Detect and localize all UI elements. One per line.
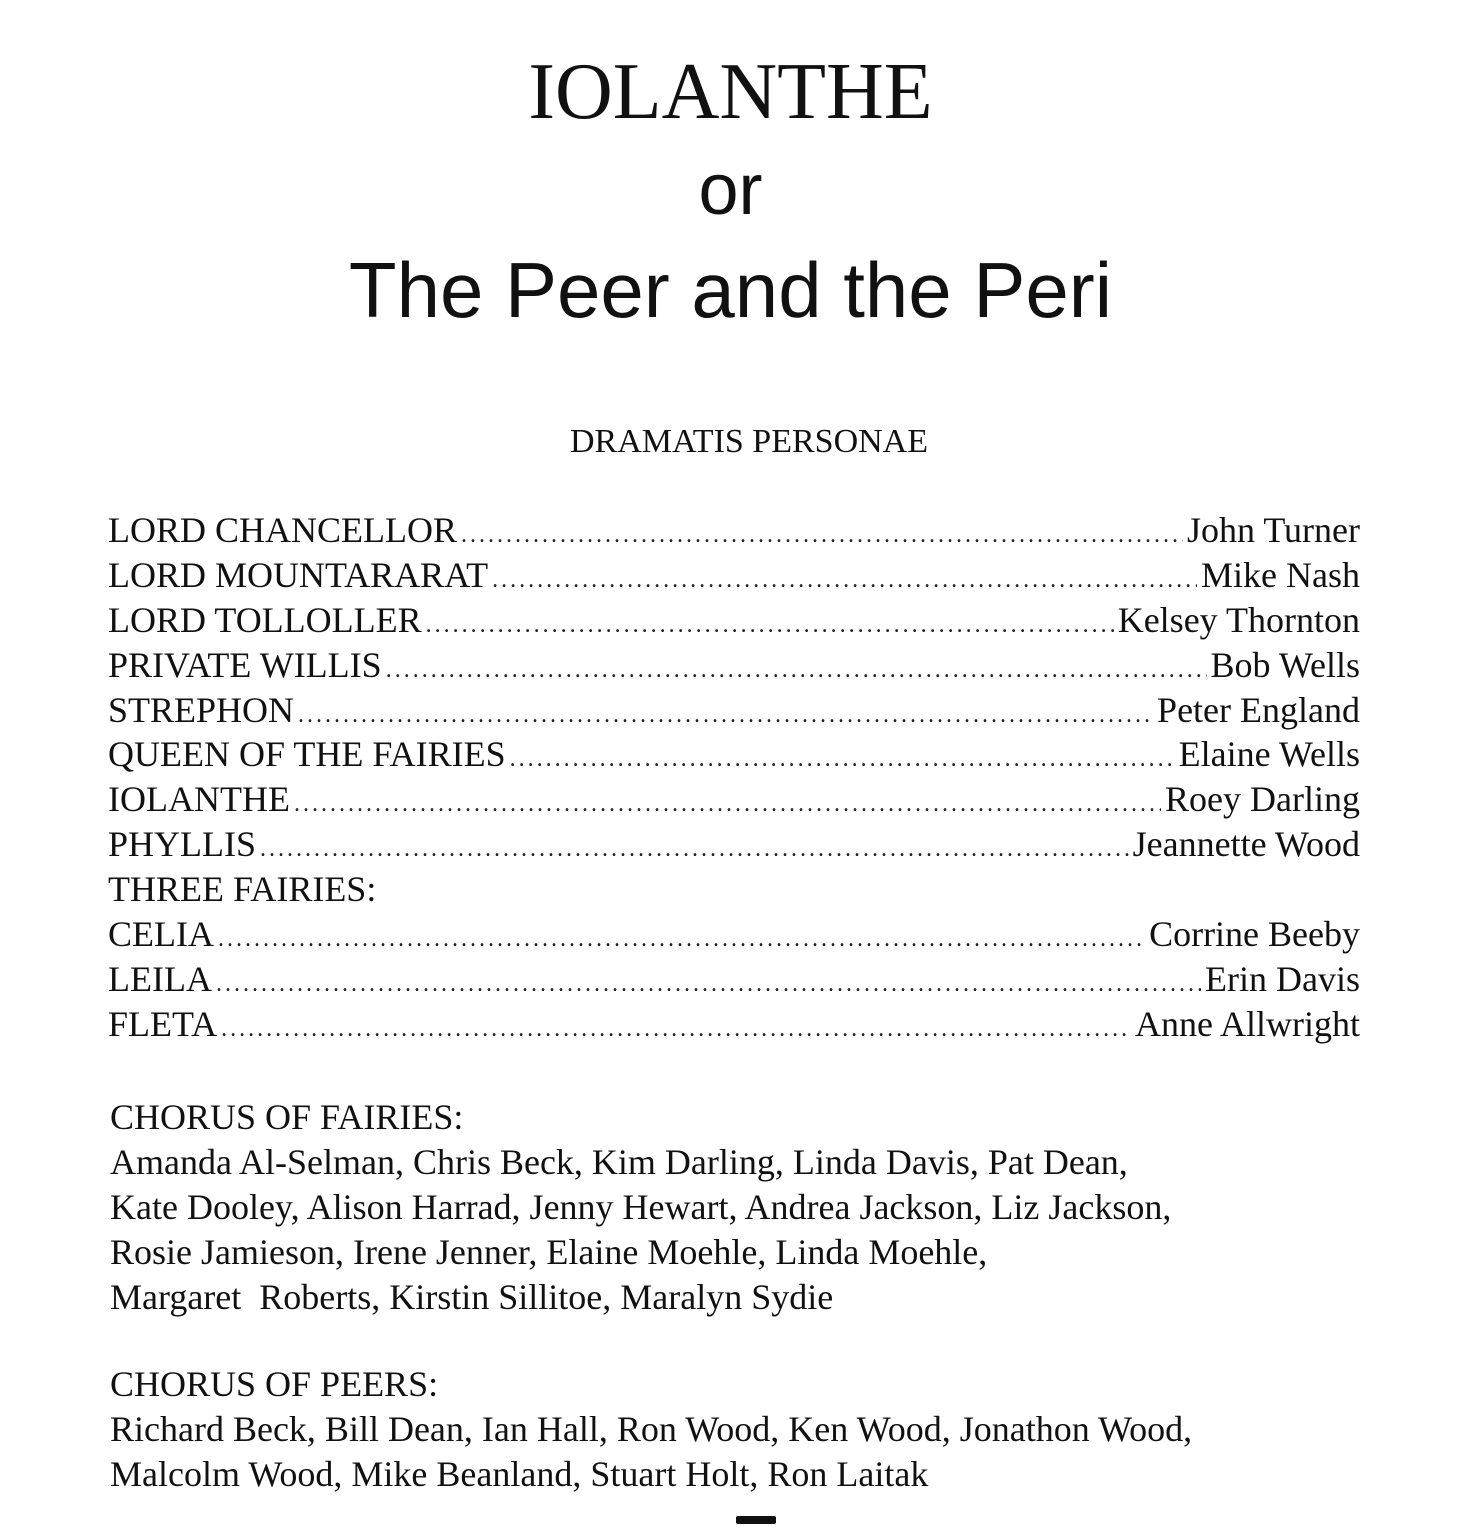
leader-dots [298, 693, 1153, 737]
cast-row [108, 777, 1360, 822]
cast-actor: Kelsey Thornton [1117, 599, 1360, 640]
three-fairies-label: THREE FAIRIES: [108, 869, 377, 910]
cast-actor: Jeannette Wood [1132, 824, 1360, 865]
chorus-names-line: Malcolm Wood, Mike Beanland, Stuart Holt, Ron Laitak [110, 1454, 929, 1494]
chorus-names-line: Kate Dooley, Alison Harrad, Jenny Hewart, Andrea Jackson, Liz Jackson, [110, 1187, 1172, 1227]
cast-role: CELIA [108, 914, 214, 955]
cast-role: LORD MOUNTARARAT [108, 554, 489, 595]
leader-dots [221, 1007, 1131, 1051]
cast-role: LORD CHANCELLOR [108, 510, 457, 550]
cast-row [108, 598, 1360, 643]
cast-role: LEILA [108, 958, 212, 999]
leader-dots [426, 603, 1114, 647]
leader-dots [492, 558, 1197, 602]
chorus-names-line: Rosie Jamieson, Irene Jenner, Elaine Moehle, Linda Moehle, [110, 1232, 988, 1272]
fairy-row [108, 912, 1360, 957]
leader-dots [386, 648, 1207, 692]
chorus-of-peers [110, 1362, 1360, 1497]
cast-row [108, 553, 1360, 598]
cast-actor: Elaine Wells [1178, 734, 1360, 775]
cast-role: FLETA [108, 1003, 218, 1044]
leader-dots [260, 827, 1129, 871]
title-connector: or [698, 150, 763, 230]
cast-actor: Peter England [1157, 689, 1360, 730]
cast-role: PHYLLIS [108, 824, 257, 865]
page-edge-mark [736, 1516, 776, 1524]
chorus-names-line: Amanda Al-Selman, Chris Beck, Kim Darling, Linda Davis, Pat Dean, [110, 1142, 1128, 1182]
cast-actor: Anne Allwright [1135, 1003, 1360, 1044]
fairy-row [108, 1002, 1360, 1047]
chorus-names-line: Margaret Roberts, Kirstin Sillitoe, Maralyn Sydie [110, 1277, 834, 1317]
cast-role: LORD TOLLOLLER [108, 599, 422, 640]
chorus-names-line: Richard Beck, Bill Dean, Ian Hall, Ron Wood, Ken Wood, Jonathon Wood, [110, 1409, 1193, 1449]
leader-dots [461, 513, 1183, 557]
cast-row [108, 688, 1360, 733]
leader-dots [510, 737, 1175, 781]
cast-actor: Bob Wells [1210, 644, 1360, 685]
dramatis-personae-heading: DRAMATIS PERSONAE [570, 423, 928, 460]
cast-actor: Erin Davis [1205, 958, 1360, 999]
cast-actor: John Turner [1186, 510, 1360, 550]
leader-dots [216, 962, 1201, 1006]
title-subtitle: The Peer and the Peri [348, 246, 1113, 334]
cast-actor: Corrine Beeby [1149, 914, 1360, 955]
cast-list [108, 508, 1360, 1047]
cast-actor: Mike Nash [1201, 554, 1360, 595]
cast-row [108, 822, 1360, 867]
leader-dots [218, 917, 1145, 961]
cast-row [108, 508, 1360, 553]
fairy-row [108, 957, 1360, 1002]
title-main: IOLANTHE [528, 48, 933, 136]
chorus-of-fairies [110, 1095, 1360, 1320]
chorus-label: CHORUS OF PEERS: [110, 1364, 439, 1404]
cast-row [108, 643, 1360, 688]
cast-role: QUEEN OF THE FAIRIES [108, 734, 506, 775]
cast-role: IOLANTHE [108, 779, 290, 820]
cast-role: STREPHON [108, 689, 295, 730]
leader-dots [294, 782, 1161, 826]
cast-role: PRIVATE WILLIS [108, 644, 382, 685]
cast-actor: Roey Darling [1165, 779, 1360, 820]
chorus-label: CHORUS OF FAIRIES: [110, 1097, 464, 1137]
cast-row [108, 732, 1360, 777]
